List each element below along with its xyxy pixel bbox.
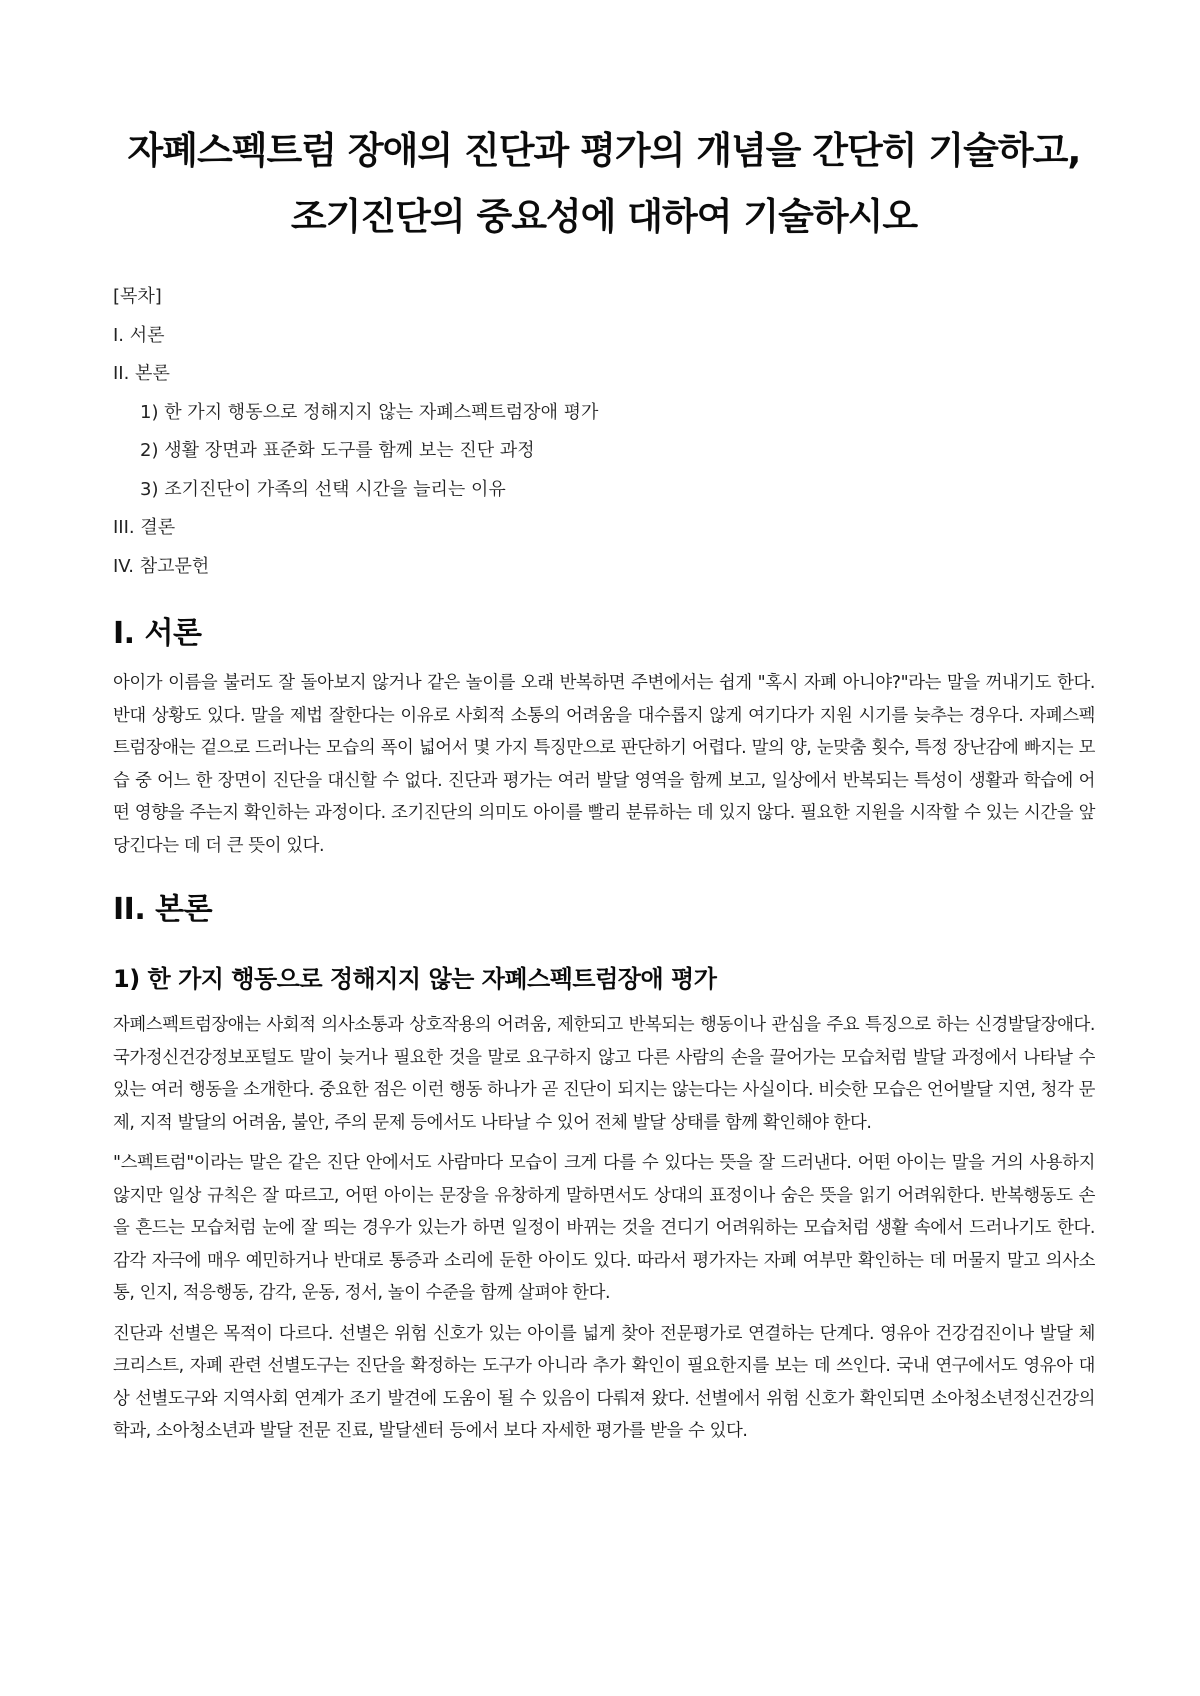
document-title <box>113 118 1095 250</box>
toc-item-body-sub3: 3) 조기진단이 가족의 선택 시간을 늘리는 이유 <box>140 478 506 500</box>
document-title-line1: 자폐스펙트럼 장애의 진단과 평가의 개념을 간단히 기술하고, <box>127 129 1081 172</box>
body-sub1-paragraph-2: "스펙트럼"이라는 말은 같은 진단 안에서도 사람마다 모습이 크게 다를 수 있다는 뜻을 잘 드러낸다. 어떤 아이는 말을 거의 사용하지 않지만 일상 규칙은 잘 따르고, 어떤 아이는 문장을 유창하게 말하면서도 상대의 표정이나 숨은 뜻을 읽기 어려워한다. 반복행동도 손을 흔드는 모습처럼 눈에 잘 띄는 경우가 있는가 하면 일정이 바뀌는 것을 견디기 어려워하는 모습처럼 생활 속에서 드러나기도 한다. 감각 자극에 매우 예민하거나 반대로 통증과 소리에 둔한 아이도 있다. 따라서 평가자는 자폐 여부만 확인하는 데 머물지 말고 의사소통, 인지, 적응행동, 감각, 운동, 정서, 놀이 수준을 함께 살펴야 한다. <box>113 1153 1095 1303</box>
toc-item-intro: I. 서론 <box>113 324 165 346</box>
toc-item-body: II. 본론 <box>113 363 170 384</box>
toc-label: [목차] <box>113 286 162 307</box>
document-title-line2: 조기진단의 중요성에 대하여 기술하시오 <box>290 195 918 238</box>
body-sub1-paragraph-1: 자폐스펙트럼장애는 사회적 의사소통과 상호작용의 어려움, 제한되고 반복되는 행동이나 관심을 주요 특징으로 하는 신경발달장애다. 국가정신건강정보포털도 말이 늦거나 필요한 것을 말로 요구하지 않고 다른 사람의 손을 끌어가는 모습처럼 발달 과정에서 나타날 수 있는 여러 행동을 소개한다. 중요한 점은 이런 행동 하나가 곧 진단이 되지는 않는다는 사실이다. 비슷한 모습은 언어발달 지연, 청각 문제, 지적 발달의 어려움, 불안, 주의 문제 등에서도 나타날 수 있어 전체 발달 상태를 함께 확인해야 한다. <box>113 1015 1095 1133</box>
subsection-heading-1: 1) 한 가지 행동으로 정해지지 않는 자폐스펙트럼장애 평가 <box>113 965 717 993</box>
toc-item-body-sub1: 1) 한 가지 행동으로 정해지지 않는 자폐스펙트럼장애 평가 <box>140 401 599 423</box>
toc-item-references: IV. 참고문헌 <box>113 555 210 577</box>
intro-paragraph: 아이가 이름을 불러도 잘 돌아보지 않거나 같은 놀이를 오래 반복하면 주변에서는 쉽게 "혹시 자폐 아니야?"라는 말을 꺼내기도 한다. 반대 상황도 있다. 말을 제법 잘한다는 이유로 사회적 소통의 어려움을 대수롭지 않게 여기다가 지원 시기를 늦추는 경우다. 자폐스펙트럼장애는 겉으로 드러나는 모습의 폭이 넓어서 몇 가지 특징만으로 판단하기 어렵다. 말의 양, 눈맞춤 횟수, 특정 장난감에 빠지는 모습 중 어느 한 장면이 진단을 대신할 수 없다. 진단과 평가는 여러 발달 영역을 함께 보고, 일상에서 반복되는 특성이 생활과 학습에 어떤 영향을 주는지 확인하는 과정이다. 조기진단의 의미도 아이를 빨리 분류하는 데 있지 않다. 필요한 지원을 시작할 수 있는 시간을 앞당긴다는 데 더 큰 뜻이 있다. <box>113 673 1095 856</box>
toc-item-conclusion: III. 결론 <box>113 517 176 538</box>
body-sub1-paragraph-3: 진단과 선별은 목적이 다르다. 선별은 위험 신호가 있는 아이를 넓게 찾아 전문평가로 연결하는 단계다. 영유아 건강검진이나 발달 체크리스트, 자폐 관련 선별도구는 진단을 확정하는 도구가 아니라 추가 확인이 필요한지를 보는 데 쓰인다. 국내 연구에서도 영유아 대상 선별도구와 지역사회 연계가 조기 발견에 도움이 될 수 있음이 다뤄져 왔다. 선별에서 위험 신호가 확인되면 소아청소년정신건강의학과, 소아청소년과 발달 전문 진료, 발달센터 등에서 보다 자세한 평가를 받을 수 있다. <box>113 1323 1095 1441</box>
table-of-contents <box>113 278 1095 586</box>
toc-item-body-sub2: 2) 생활 장면과 표준화 도구를 함께 보는 진단 과정 <box>140 440 535 461</box>
section-heading-body: II. 본론 <box>113 892 213 927</box>
section-heading-intro: I. 서론 <box>113 616 202 651</box>
